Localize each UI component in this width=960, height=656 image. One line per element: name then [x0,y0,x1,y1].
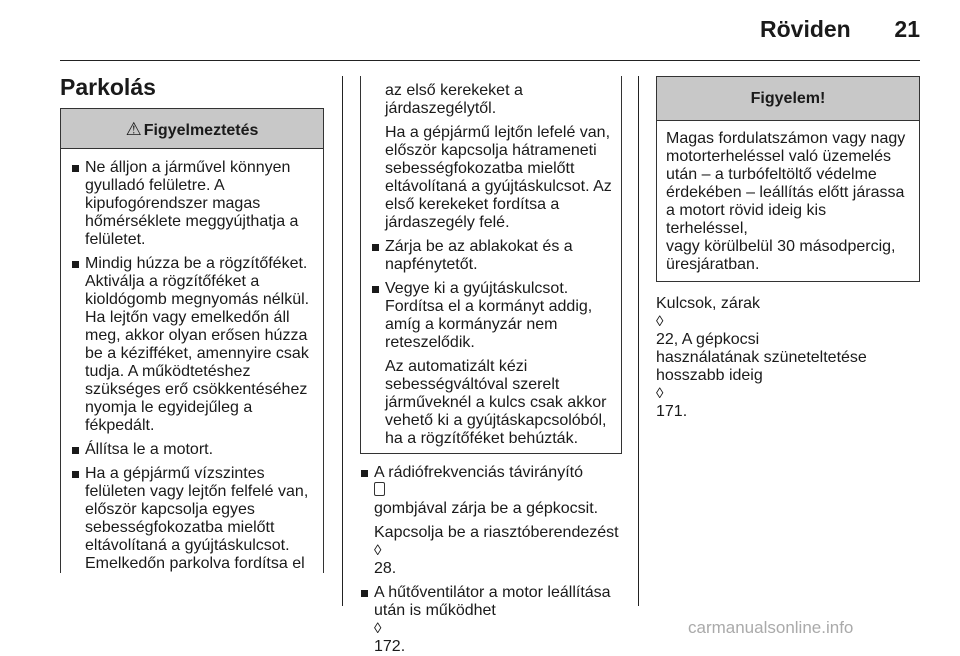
remote-lock-icon [374,482,385,496]
page-reference-icon: ◊ [374,620,382,637]
page-reference-icon: ◊ [374,542,382,559]
notice-box [656,76,920,282]
list-item: Ne álljon a járművel könnyen gyulladó felületre. A kipufogórendszer magas hőmérséklete meggyújthatja a felületet. [71,159,315,249]
header-rule [60,60,920,61]
warning-heading-text: Figyelmeztetés [143,122,259,139]
watermark: carmanualsonline.info [688,618,854,637]
page-reference-icon: ◊ [656,385,664,402]
page-reference-link[interactable]: 171. [656,403,688,420]
middle-after-text [360,464,632,656]
list-item: A rádiófrekvenciás távirányító gombjával zárja be a gépkocsit. Kapcsolja be a riasztóberendezést ◊ 28. [360,464,632,578]
warning-list [61,149,323,573]
warning-continuation-box [360,76,622,454]
header-title: Röviden [760,16,851,42]
page-reference-link[interactable]: 28. [374,560,397,577]
list-item: A hűtőventilátor a motor leállítása után is működhet ◊ 172. [360,584,632,656]
list-item: Állítsa le a motort. [71,441,315,459]
continuation-text: az első kerekeket a járdaszegélytől. [385,82,523,117]
downhill-paragraph: Ha a gépjármű lejtőn lefelé van, először kapcsolja hátrameneti sebességfokozatba mielőtt eltávolítaná a gyújtáskulcsot. Az első kerekeket fordítsa a járdaszegély felé. [385,124,612,231]
list-item: Ha a gépjármű vízszintes felületen vagy lejtőn felfelé van, először kapcsolja egyes sebességfokozatba mielőtt eltávolítaná a gyújtáskulcsot. Emelkedőn parkolva fordítsa el [71,465,315,573]
column-divider-2 [638,76,639,606]
column-divider-1 [342,76,343,606]
list-item: Vegye ki a gyújtáskulcsot. Fordítsa el a kormányt addig, amíg a kormányzár nem reteszelődik. [371,280,613,352]
warning-heading [61,109,323,149]
page-reference-link[interactable]: 22, A gépkocsi [656,331,760,348]
list-item: Mindig húzza be a rögzítőféket. Aktiválja a rögzítőféket a kioldógomb megnyomás nélkül. Ha lejtőn vagy emelkedőn áll meg, akkor olyan erősen húzza be a kézifféket, amennyire csak tudja. A működtetéshez szükséges erő csökkentéséhez nyomja le egyidejűleg a fékpedált. [71,255,315,435]
cross-reference-text: Kulcsok, zárak ◊ 22, A gépkocsi használatának szüneteltetése hosszabb ideig ◊ 171. [656,295,920,421]
section-title: Parkolás [60,74,156,100]
list-item: Zárja be az ablakokat és a napfénytetőt. [371,238,613,274]
page-reference-icon: ◊ [656,313,664,330]
notice-heading: Figyelem! [657,77,919,121]
middle-list [371,238,613,352]
page-reference-link[interactable]: 172. [374,638,406,655]
notice-text: Magas fordulatszámon vagy nagy motorterheléssel való üzemelés után – a turbófeltöltő védelme érdekében – leállítás előtt járassa a motort rövid ideig kis terheléssel, vagy körülbelül 30 másodpercig, üresjáratban. [666,130,906,273]
warning-triangle-icon: ⚠ [125,119,142,139]
warning-box [60,108,324,573]
page-number: 21 [894,16,920,42]
automated-gearbox-paragraph: Az automatizált kézi sebességváltóval szerelt járműveknél a kulcs csak akkor vehető ki a gyújtáskapcsolóból, ha a rögzítőféket behúzták. [385,358,607,447]
